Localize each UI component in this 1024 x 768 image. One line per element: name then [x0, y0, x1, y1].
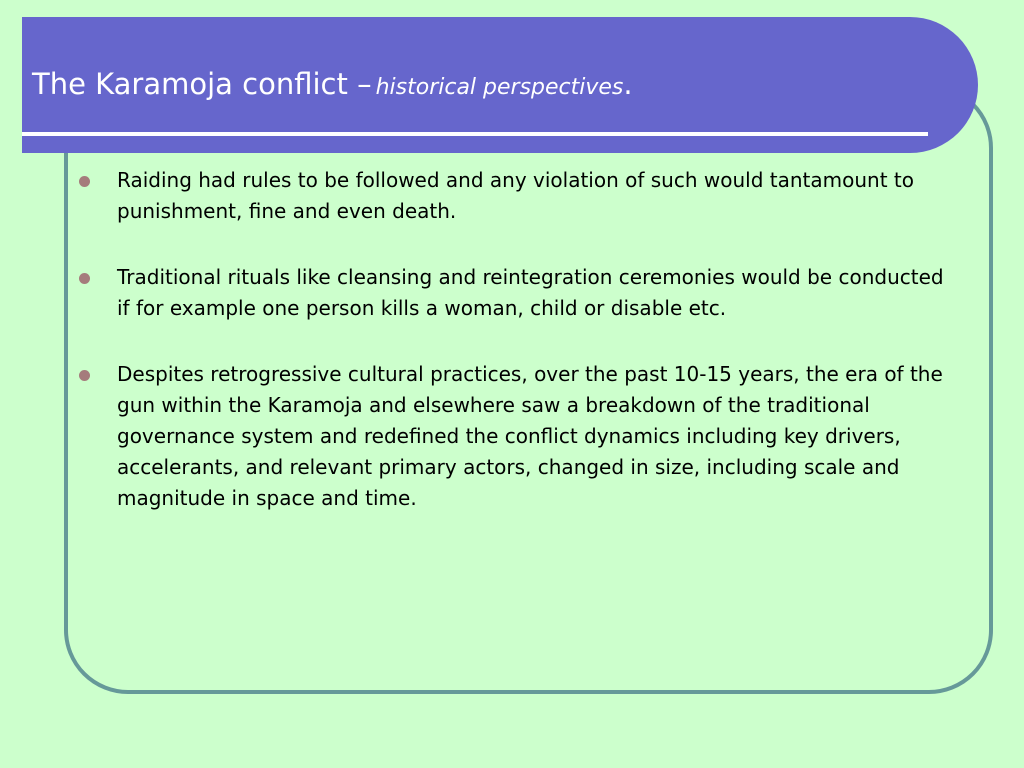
bullet-text: Raiding had rules to be followed and any violation of such would tantamount to punishment, fine and even death.: [117, 168, 914, 223]
bullet-item: [78, 359, 958, 514]
title-underline: [22, 132, 928, 136]
title-bar: [22, 17, 978, 153]
slide-title-period: .: [623, 67, 633, 101]
bullet-item: [78, 165, 958, 227]
slide-title-main: The Karamoja conflict –: [32, 67, 372, 101]
bullet-text: Despites retrogressive cultural practices, over the past 10-15 years, the era of the gun within the Karamoja and elsewhere saw a breakdown of the traditional governance system and redefined the conflict dynamics including key drivers, accelerants, and relevant primary actors, changed in size, including scale and magnitude in space and time.: [117, 362, 943, 510]
bullet-text: Traditional rituals like cleansing and reintegration ceremonies would be conducted if for example one person kills a woman, child or disable etc.: [117, 265, 944, 320]
slide-title-subtitle: historical perspectives: [375, 75, 624, 100]
slide-title: [32, 63, 633, 108]
bullet-dot-icon: [79, 176, 90, 187]
bullet-list: [78, 165, 958, 549]
bullet-dot-icon: [79, 370, 90, 381]
bullet-item: [78, 262, 958, 324]
bullet-dot-icon: [79, 273, 90, 284]
